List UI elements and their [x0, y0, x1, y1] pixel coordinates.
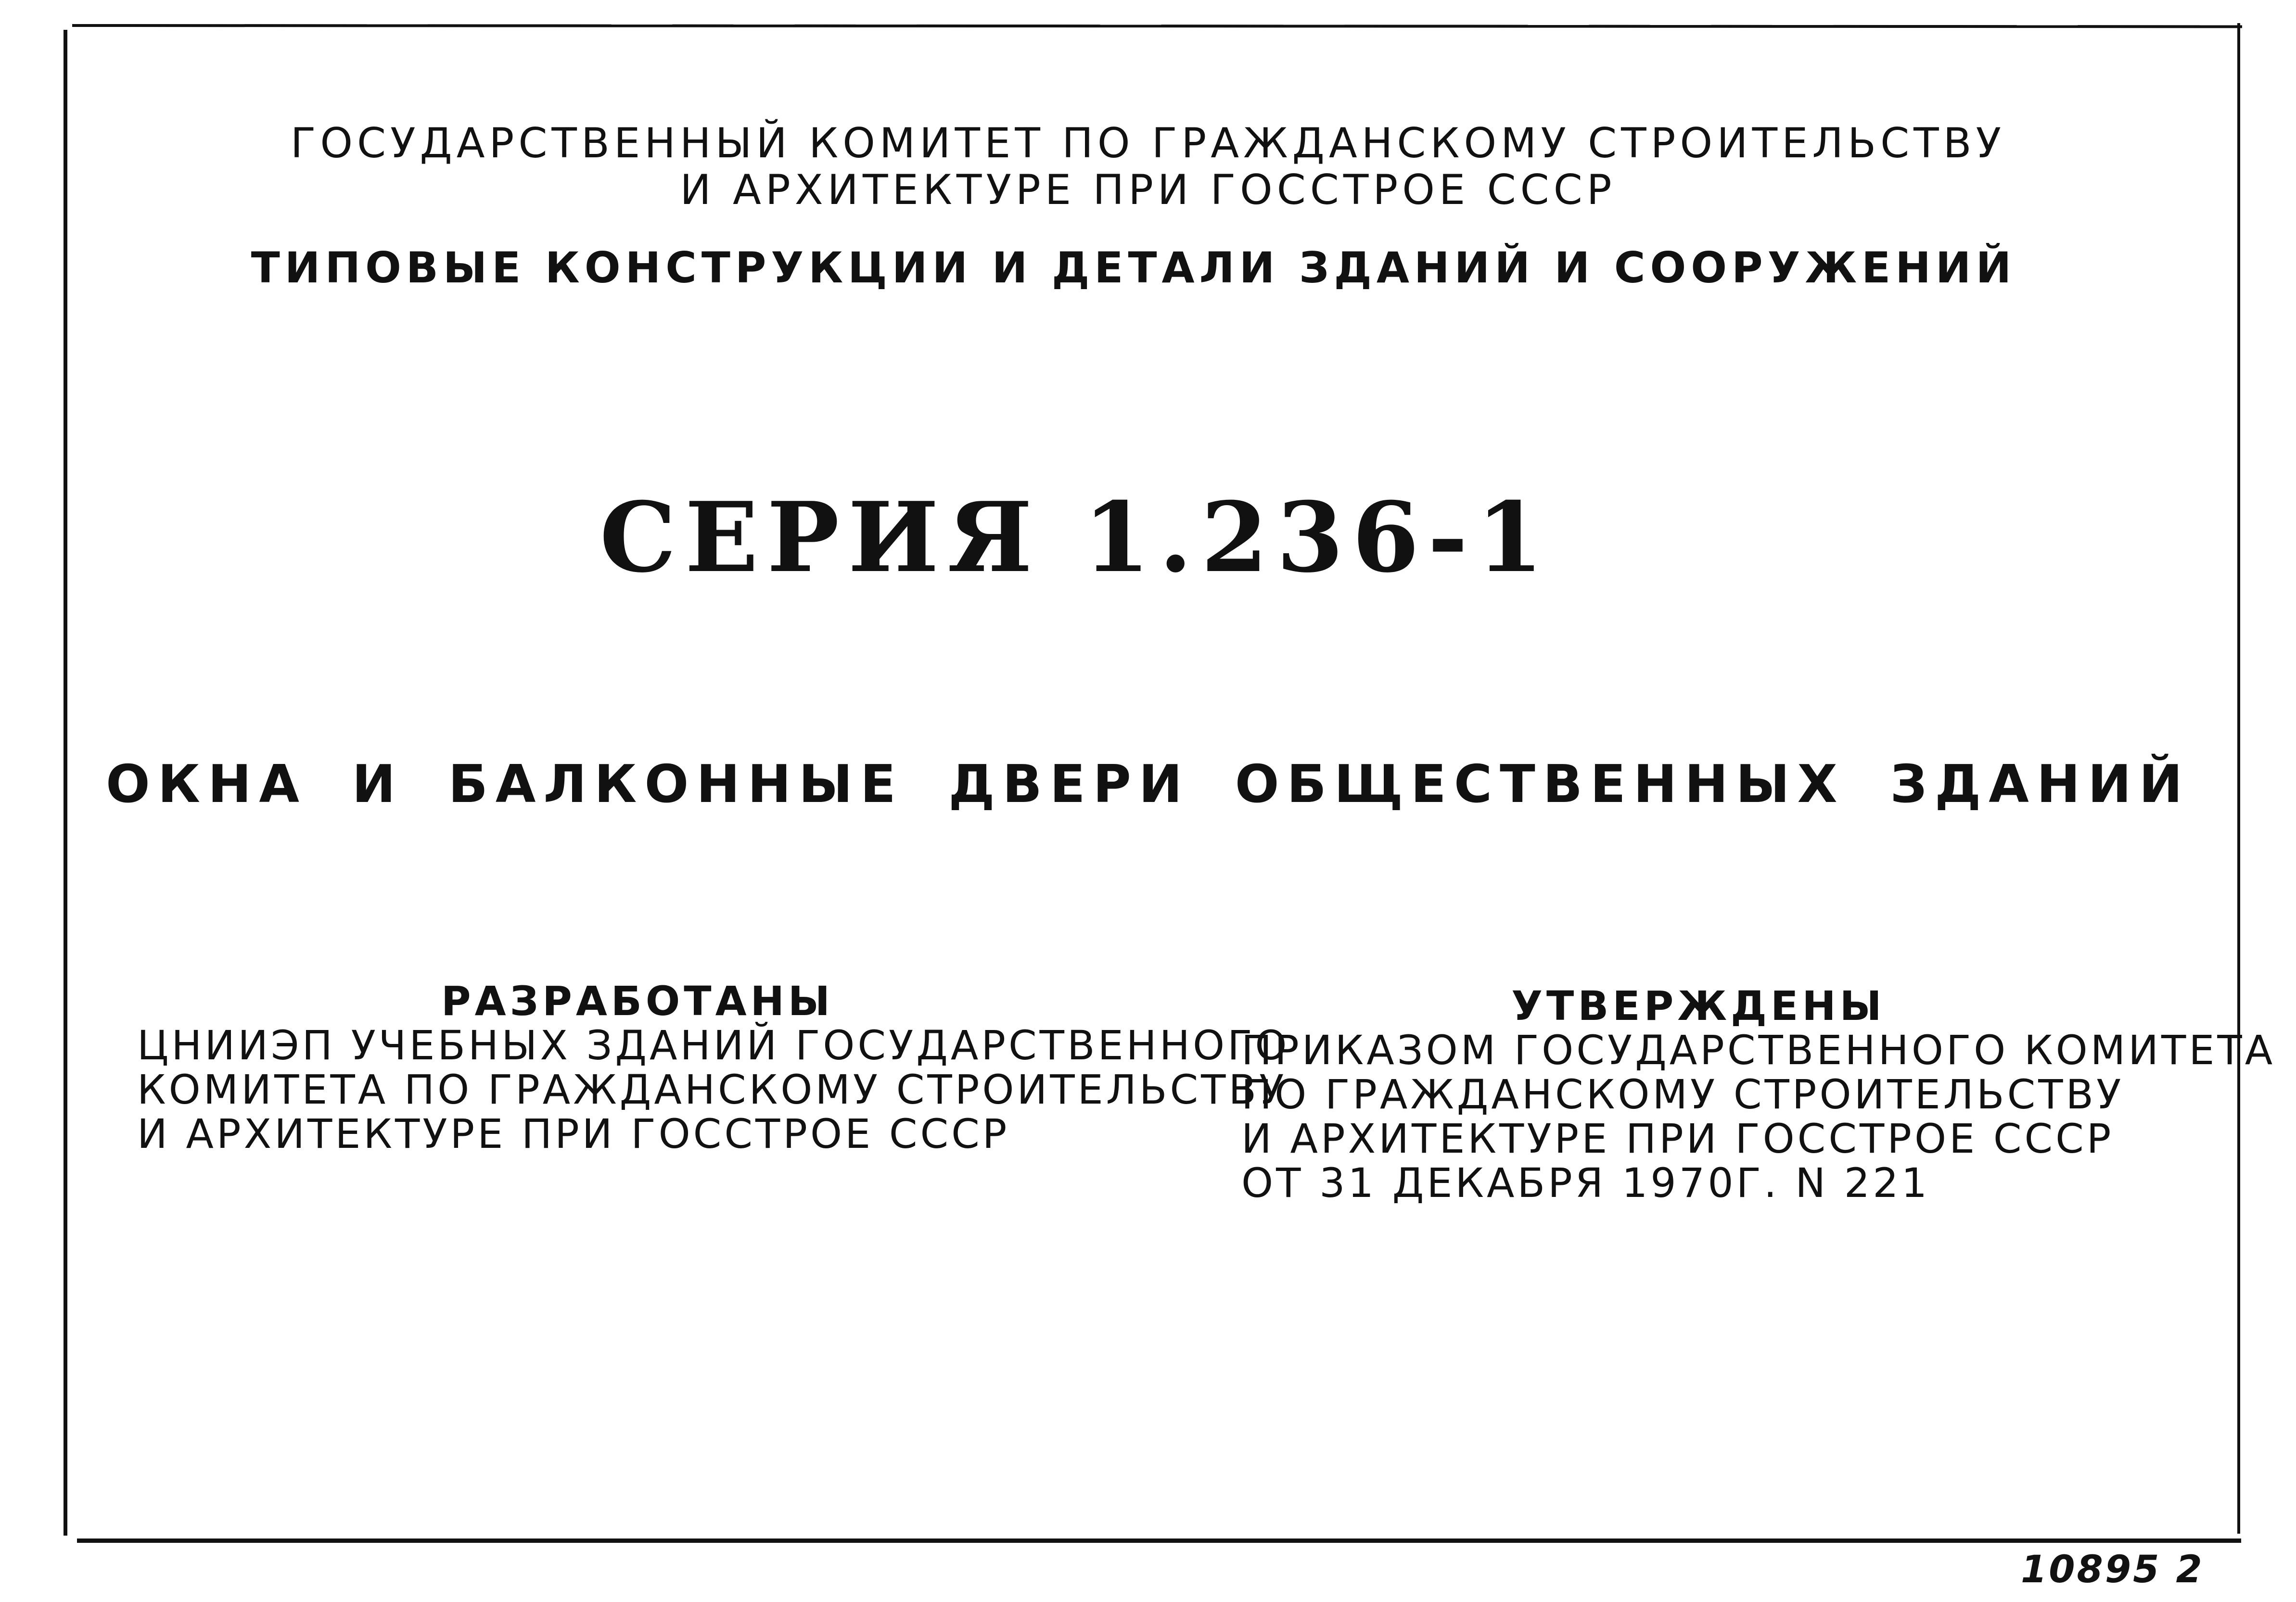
header-line-3: ТИПОВЫЕ КОНСТРУКЦИИ И ДЕТАЛИ ЗДАНИЙ И СООРУЖЕНИЙ: [251, 243, 2016, 292]
approved-line-1: ПРИКАЗОМ ГОСУДАРСТВЕННОГО КОМИТЕТА: [1241, 1027, 2276, 1074]
series-number: СЕРИЯ 1.236-1: [600, 481, 1552, 594]
developed-by-block: [137, 978, 1290, 1157]
approved-line-2: ПО ГРАЖДАНСКОМУ СТРОИТЕЛЬСТВУ: [1241, 1071, 2124, 1118]
approved-by-block: [1241, 982, 2276, 1207]
frame-bottom-border: [77, 1538, 2241, 1543]
approved-heading: УТВЕРЖДЕНЫ: [1511, 982, 1886, 1030]
inventory-stamp: 10895 2: [2021, 1548, 2204, 1591]
frame-top-border: [72, 24, 2242, 28]
approved-line-3: И АРХИТЕКТУРЕ ПРИ ГОССТРОЕ СССР: [1241, 1115, 2114, 1162]
developed-line-3: И АРХИТЕКТУРЕ ПРИ ГОССТРОЕ СССР: [137, 1110, 1010, 1157]
header-line-2: И АРХИТЕКТУРЕ ПРИ ГОССТРОЕ СССР: [680, 166, 1616, 214]
document-title: ОКНА И БАЛКОННЫЕ ДВЕРИ ОБЩЕСТВЕННЫХ ЗДАНИЙ: [105, 754, 2191, 814]
developed-line-2: КОМИТЕТА ПО ГРАЖДАНСКОМУ СТРОИТЕЛЬСТВУ: [137, 1066, 1287, 1113]
approved-line-4: ОТ 31 ДЕКАБРЯ 1970Г. N 221: [1241, 1159, 1930, 1207]
developed-line-1: ЦНИИЭП УЧЕБНЫХ ЗДАНИЙ ГОСУДАРСТВЕННОГО: [137, 1022, 1290, 1069]
header-line-1: ГОСУДАРСТВЕННЫЙ КОМИТЕТ ПО ГРАЖДАНСКОМУ СТРОИТЕЛЬСТВУ: [290, 119, 2006, 167]
developed-heading: РАЗРАБОТАНЫ: [441, 978, 834, 1025]
